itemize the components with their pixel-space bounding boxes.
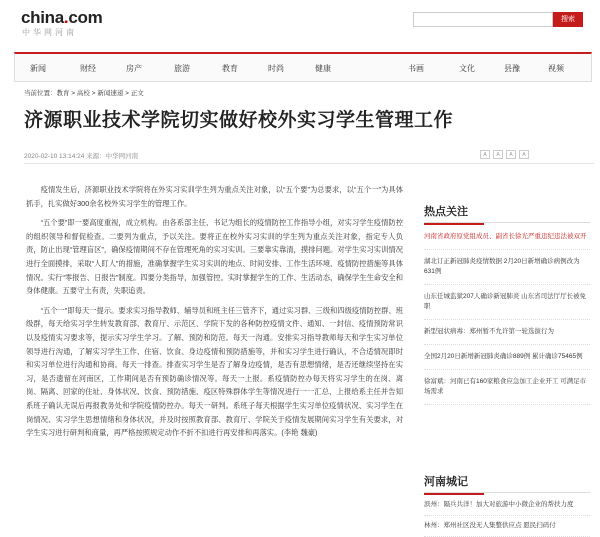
article-paragraph: 疫情发生后，济源职业技术学院将在外实习实训学生列为重点关注对象，以“五个要”为总要求，以“五个一”为具体抓手，扎实做好300余名校外实习学生的管理工作。 bbox=[26, 185, 403, 208]
header bbox=[0, 0, 600, 38]
divider bbox=[424, 492, 590, 493]
nav-item-finance[interactable]: 财经 bbox=[80, 64, 96, 73]
city-news-item[interactable]: 滨州：隔兵共洋！加大对旅游中小微企业的帮扶力度 bbox=[424, 495, 590, 516]
nav-item-fashion[interactable]: 时尚 bbox=[268, 64, 284, 73]
font-size-button[interactable]: A bbox=[480, 150, 490, 159]
nav-item-education[interactable]: 教育 bbox=[222, 64, 238, 73]
divider bbox=[424, 222, 590, 223]
main-nav bbox=[14, 52, 592, 82]
sidebar-heading: 热点关注 bbox=[424, 203, 484, 225]
hot-news-item[interactable]: 湖北订正新冠肺炎疫情数据 2月20日新增确诊病例改为631例 bbox=[424, 250, 590, 285]
divider bbox=[24, 163, 594, 164]
hot-news-item[interactable]: 河南省政府原党组成员、副省长徐光严重违纪违法被双开 bbox=[424, 225, 590, 250]
nav-item-calligraphy[interactable]: 书画 bbox=[408, 64, 424, 73]
site-logo[interactable] bbox=[21, 8, 102, 28]
article-paragraph: “五个要”即一要高度重视，成立机构。由各系部主任、书记为组长的疫情防控工作指导小组，对实习学生疫情防控的组织领导和督促检查。二要列为重点，予以关注。要将正在校外实习实训的学生列为重点关注对象，指定专人负责，防止出现“管理盲区”，确保疫情期间不存在管理死角的实习实训。三要靠实靠清，摸排问题。对学生实习实训情况进行全面摸排，采取“人盯人”的措施，准确掌握学生实习实训的地点、时间安排、工作生活环境、疫情防控措施等具体情况。实行“零报告、日报告”制度。四要分类指导，加强管控。实时掌握学生的工作、生活动态，确保学生生命安全和身体健康。五要守土有责，失职追责。 bbox=[26, 218, 403, 296]
sidebar-heading: 河南城记 bbox=[424, 473, 484, 495]
article-body bbox=[26, 183, 403, 446]
hot-news-item[interactable]: 山东任城监狱207人确诊新冠肺炎 山东省司法厅厅长被免职 bbox=[424, 285, 590, 320]
nav-item-culture[interactable]: 文化 bbox=[459, 64, 475, 73]
font-size-button[interactable]: A bbox=[519, 150, 529, 159]
hot-news-item[interactable]: 新型冠状病毒：郑州暂不允许第一轮选拔行为 bbox=[424, 320, 590, 345]
nav-item-video[interactable]: 视频 bbox=[548, 64, 564, 73]
breadcrumb[interactable]: 当前位置：教育 > 高校 > 新闻速递 > 正文 bbox=[24, 90, 144, 97]
article-paragraph: “五个一”即每天一提示。要求实习指导教师、辅导员和班主任三管齐下，通过实习群、三级和四级疫情防控群、班级群，每天给实习学生转发教育部、教育厅、示范区、学院下发的各种防控疫情文件、通知、一封信、疫情预防常识以及疫情实习要求等，提示实习学生学习。了解、预防和防范。每天一沟通。安排实习指导教师每天和学生实习单位领导进行沟通，了解实习学生工作、住宿、饮食、身边疫情和预防措施等，并和实习学生进行确认，不合适情况即时和实习单位进行沟通和协商。每天一排查。排查实习学生是否了解身边疫情，是否有思想情绪，是否还继续坚持在实习，是否遗留在河南区，工作期间是否有预防确诊情况等。每天一上报。系疫情防控办每天将实习学生的在岗、离岗、隔离、回家的住址、身体状况、饮食、预防措施、疫区特殊群体学生等情况进行一一汇总，上报给系主任并告知系班子确认无误后再报教务处和学院疫情防控办。每天一研判。系班子每天根据学生实习单位疫情状况、实习学生在岗情况、实习学生思想情绪和身体状况，并及时按照教育部、教育厅、学院关于疫情发展期间实习学生有关要求，对学生实习进行研判和商量，再严格按照规定动作不折不扣进行再安排和再落实。(李艳 魏豪) bbox=[26, 305, 403, 438]
sidebar-hot bbox=[424, 203, 590, 405]
nav-item-county[interactable]: 县豫 bbox=[504, 64, 520, 73]
city-news-item[interactable]: 林州：郑州社区没无人集整供应点 愿民扫码付 bbox=[424, 516, 590, 537]
hot-news-item[interactable]: 徐富斌：河南已有160家粮食应急加工企业开工 可满足市场需求 bbox=[424, 370, 590, 405]
nav-item-house[interactable]: 房产 bbox=[126, 64, 142, 73]
nav-item-news[interactable]: 新闻 bbox=[30, 64, 46, 73]
logo-text: china bbox=[21, 8, 64, 27]
search-input[interactable] bbox=[413, 12, 553, 27]
font-size-tools bbox=[480, 150, 532, 159]
hot-news-item[interactable]: 全国2月20日新增新冠肺炎确诊889例 累计确诊75465例 bbox=[424, 345, 590, 370]
logo-dot: . bbox=[63, 8, 69, 27]
font-size-button[interactable]: A bbox=[506, 150, 516, 159]
article-meta: 2020-02-10 13:14:24 来源：中华网河南 bbox=[24, 153, 139, 160]
font-size-button[interactable]: A bbox=[493, 150, 503, 159]
page-title: 济源职业技术学院切实做好校外实习学生管理工作 bbox=[24, 110, 454, 131]
sidebar-city bbox=[424, 473, 590, 537]
logo-subtitle: 中华网河南 bbox=[22, 28, 77, 37]
search-button[interactable]: 搜索 bbox=[553, 12, 583, 27]
nav-item-travel[interactable]: 旅游 bbox=[174, 64, 190, 73]
logo-suffix: com bbox=[68, 8, 103, 27]
nav-item-health[interactable]: 健康 bbox=[315, 64, 331, 73]
